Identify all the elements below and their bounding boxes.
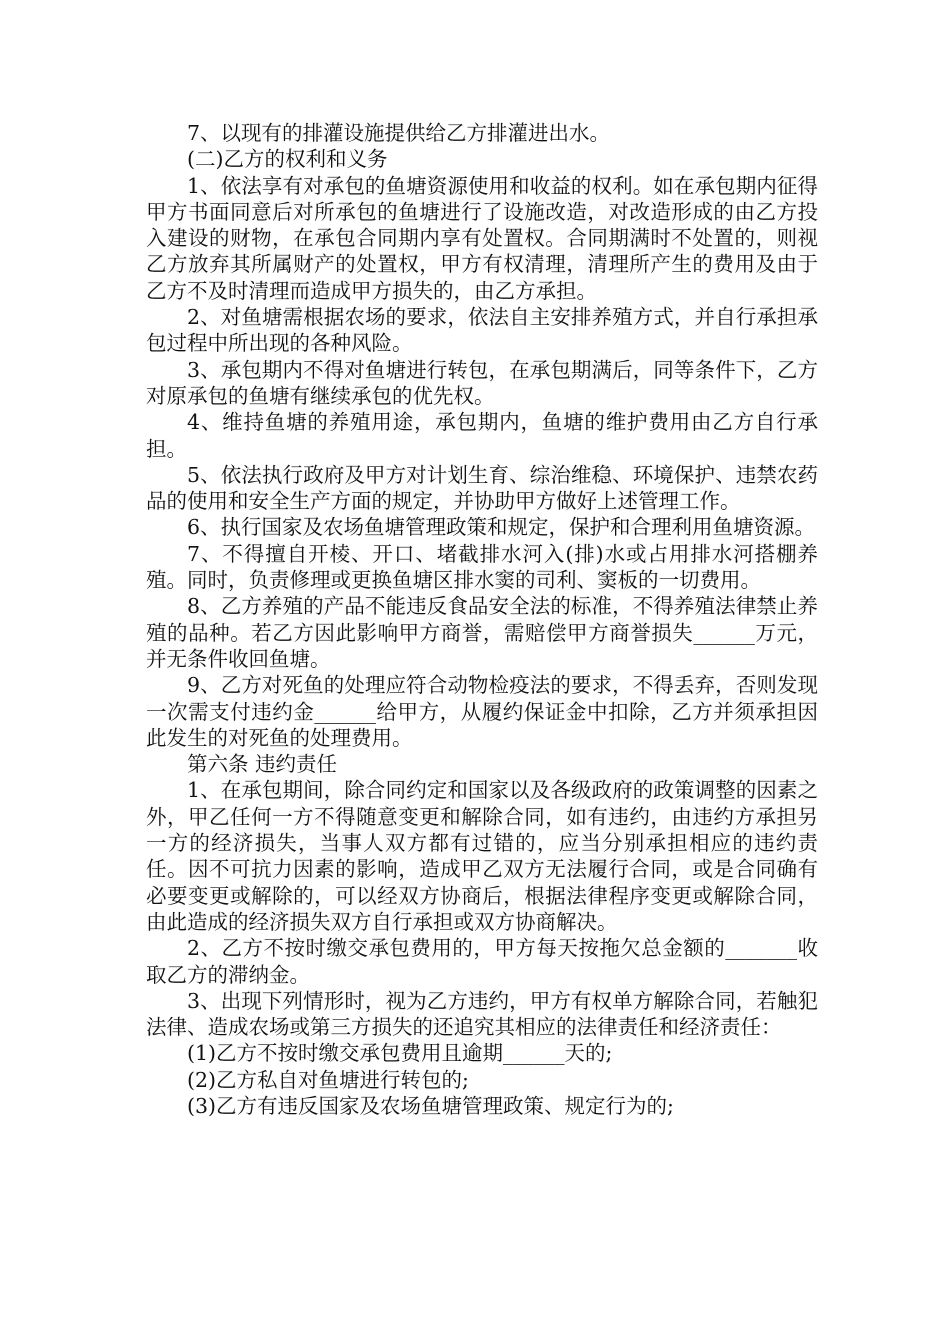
list-item-breach-2: (2)乙方私自对鱼塘进行转包的; bbox=[187, 1067, 469, 1092]
paragraph-b-5: 5、依法执行政府及甲方对计划生育、综治维稳、环境保护、违禁农药品的使用和安全生产方面的规定，并协助甲方做好上述管理工作。 bbox=[146, 462, 818, 514]
paragraph-b-1: 1、依法享有对承包的鱼塘资源使用和收益的权利。如在承包期内征得甲方书面同意后对所承包的鱼塘进行了设施改造，对改造形成的由乙方投入建设的财物，在承包合同期内享有处置权。合同期满时不处置的，则视乙方放弃其所属财产的处置权，甲方有权清理，清理所产生的费用及由于乙方不及时清理而造成甲方损失的，由乙方承担。 bbox=[146, 173, 818, 303]
paragraph-liability-2: 2、乙方不按时缴交承包费用的，甲方每天按拖欠总金额的_______收取乙方的滞纳金。 bbox=[146, 936, 818, 987]
article-heading-liability: 第六条 违约责任 bbox=[187, 752, 338, 777]
paragraph-b-2: 2、对鱼塘需根据农场的要求，依法自主安排养殖方式，并自行承担承包过程中所出现的各种风险。 bbox=[146, 305, 818, 356]
paragraph-liability-3: 3、出现下列情形时，视为乙方违约，甲方有权单方解除合同，若触犯法律、造成农场或第三方损失的还追究其相应的法律责任和经济责任： bbox=[146, 988, 818, 1040]
paragraph-b-4: 4、维持鱼塘的养殖用途，承包期内，鱼塘的维护费用由乙方自行承担。 bbox=[146, 410, 818, 461]
paragraph-b-7: 7、不得擅自开棱、开口、堵截排水河入(排)水或占用排水河搭棚养殖。同时，负责修理或更换鱼塘区排水窦的司利、窦板的一切费用。 bbox=[146, 541, 818, 593]
paragraph-b-9: 9、乙方对死鱼的处理应符合动物检疫法的要求，不得丢弃，否则发现一次需支付违约金______给甲方，从履约保证金中扣除，乙方并须承担因此发生的对死鱼的处理费用。 bbox=[146, 673, 818, 750]
paragraph-b-3: 3、承包期内不得对鱼塘进行转包，在承包期满后，同等条件下，乙方对原承包的鱼塘有继续承包的优先权。 bbox=[146, 357, 818, 408]
paragraph-liability-1: 1、在承包期间，除合同约定和国家以及各级政府的政策调整的因素之外，甲乙任何一方不得随意变更和解除合同，如有违约，由违约方承担另一方的经济损失，当事人双方都有过错的，应当分别承担相应的违约责任。因不可抗力因素的影响，造成甲乙双方无法履行合同，或是合同确有必要变更或解除的，可以经双方协商后，根据法律程序变更或解除合同，由此造成的经济损失双方自行承担或双方协商解决。 bbox=[146, 778, 818, 934]
list-item-breach-1: (1)乙方不按时缴交承包费用且逾期______天的; bbox=[187, 1041, 613, 1066]
section-heading-party-b-rights: (二)乙方的权利和义务 bbox=[187, 147, 388, 172]
paragraph-irrigation: 7、以现有的排灌设施提供给乙方排灌进出水。 bbox=[187, 121, 611, 145]
list-item-breach-3: (3)乙方有违反国家及农场鱼塘管理政策、规定行为的; bbox=[187, 1093, 674, 1118]
document-page bbox=[146, 120, 818, 1119]
paragraph-b-8: 8、乙方养殖的产品不能违反食品安全法的标准，不得养殖法律禁止养殖的品种。若乙方因此影响甲方商誉，需赔偿甲方商誉损失______万元，并无条件收回鱼塘。 bbox=[146, 594, 818, 671]
paragraph-b-6: 6、执行国家及农场鱼塘管理政策和规定，保护和合理利用鱼塘资源。 bbox=[187, 515, 816, 540]
